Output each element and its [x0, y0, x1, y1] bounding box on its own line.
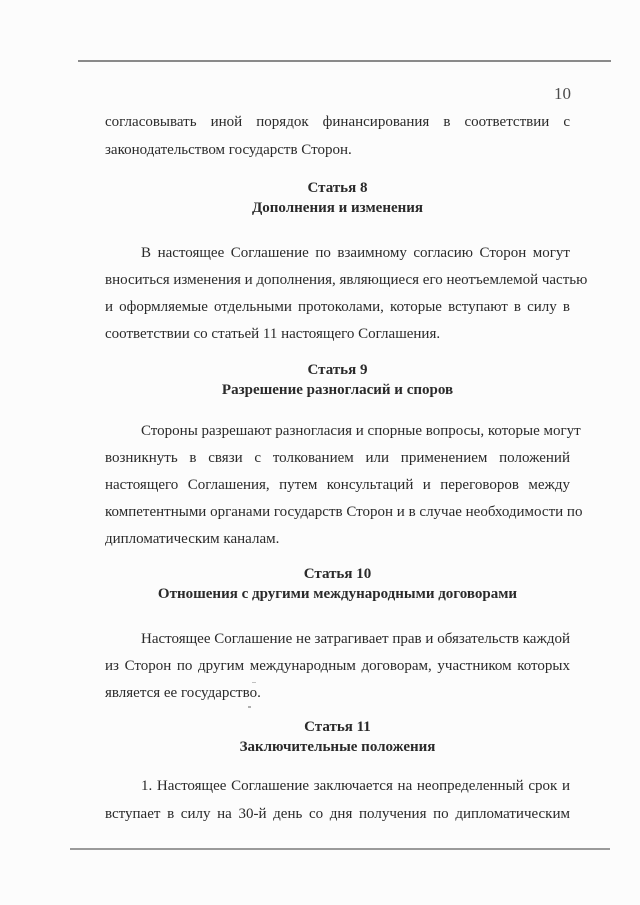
page-number: 10 — [554, 84, 571, 103]
paragraph-line: согласовывать иной порядок финансирования в соответствии с — [105, 114, 570, 130]
paragraph-line: является ее государство. — [105, 685, 261, 701]
article-title: Отношения с другими международными договорами — [157, 586, 518, 602]
paragraph-line: настоящего Соглашения, путем консультаций и переговоров между — [105, 477, 570, 493]
article-number: Статья 8 — [307, 180, 368, 196]
paragraph-line: Настоящее Соглашение не затрагивает прав и обязательств каждой — [141, 631, 570, 647]
article-number: Статья 9 — [307, 362, 368, 378]
bottom-border-line — [70, 848, 610, 850]
paragraph-line: В настоящее Соглашение по взаимному согласию Сторон могут — [141, 245, 570, 261]
article-8-heading — [105, 178, 570, 218]
article-10-paragraph — [105, 626, 570, 707]
paragraph-line: вноситься изменения и дополнения, являющиеся его неотъемлемой частью — [105, 272, 588, 288]
paragraph-line: законодательством государств Сторон. — [105, 142, 352, 158]
paragraph-line: и оформляемые отдельными протоколами, которые вступают в силу в — [105, 299, 570, 315]
article-9-heading — [105, 360, 570, 400]
paragraph-line: компетентными органами государств Сторон и в случае необходимости по — [105, 504, 583, 520]
article-title: Дополнения и изменения — [251, 200, 424, 216]
paragraph-line: из Сторон по другим международным договорам, участником которых — [105, 658, 570, 674]
paragraph-line: возникнуть в связи с толкованием или применением положений — [105, 450, 570, 466]
paragraph-line: соответствии со статьей 11 настоящего Соглашения. — [105, 326, 441, 342]
article-number: Статья 11 — [304, 719, 371, 735]
intro-paragraph — [105, 108, 570, 164]
paragraph-line: дипломатическим каналам. — [105, 531, 280, 547]
scan-speck — [248, 706, 251, 708]
article-title: Заключительные положения — [239, 739, 436, 755]
paragraph-line: вступает в силу на 30-й день со дня получения по дипломатическим — [105, 806, 570, 822]
article-title: Разрешение разногласий и споров — [221, 382, 454, 398]
article-11-paragraph — [105, 772, 570, 828]
article-10-heading — [105, 564, 570, 604]
paragraph-line: Стороны разрешают разногласия и спорные вопросы, которые могут — [141, 423, 581, 439]
article-8-paragraph — [105, 240, 588, 348]
article-9-paragraph — [105, 418, 583, 553]
top-border-line — [78, 60, 611, 62]
paragraph-line: 1. Настоящее Соглашение заключается на неопределенный срок и — [141, 778, 570, 794]
article-11-heading — [105, 717, 570, 757]
scan-speck — [252, 682, 256, 683]
article-number: Статья 10 — [303, 566, 372, 582]
